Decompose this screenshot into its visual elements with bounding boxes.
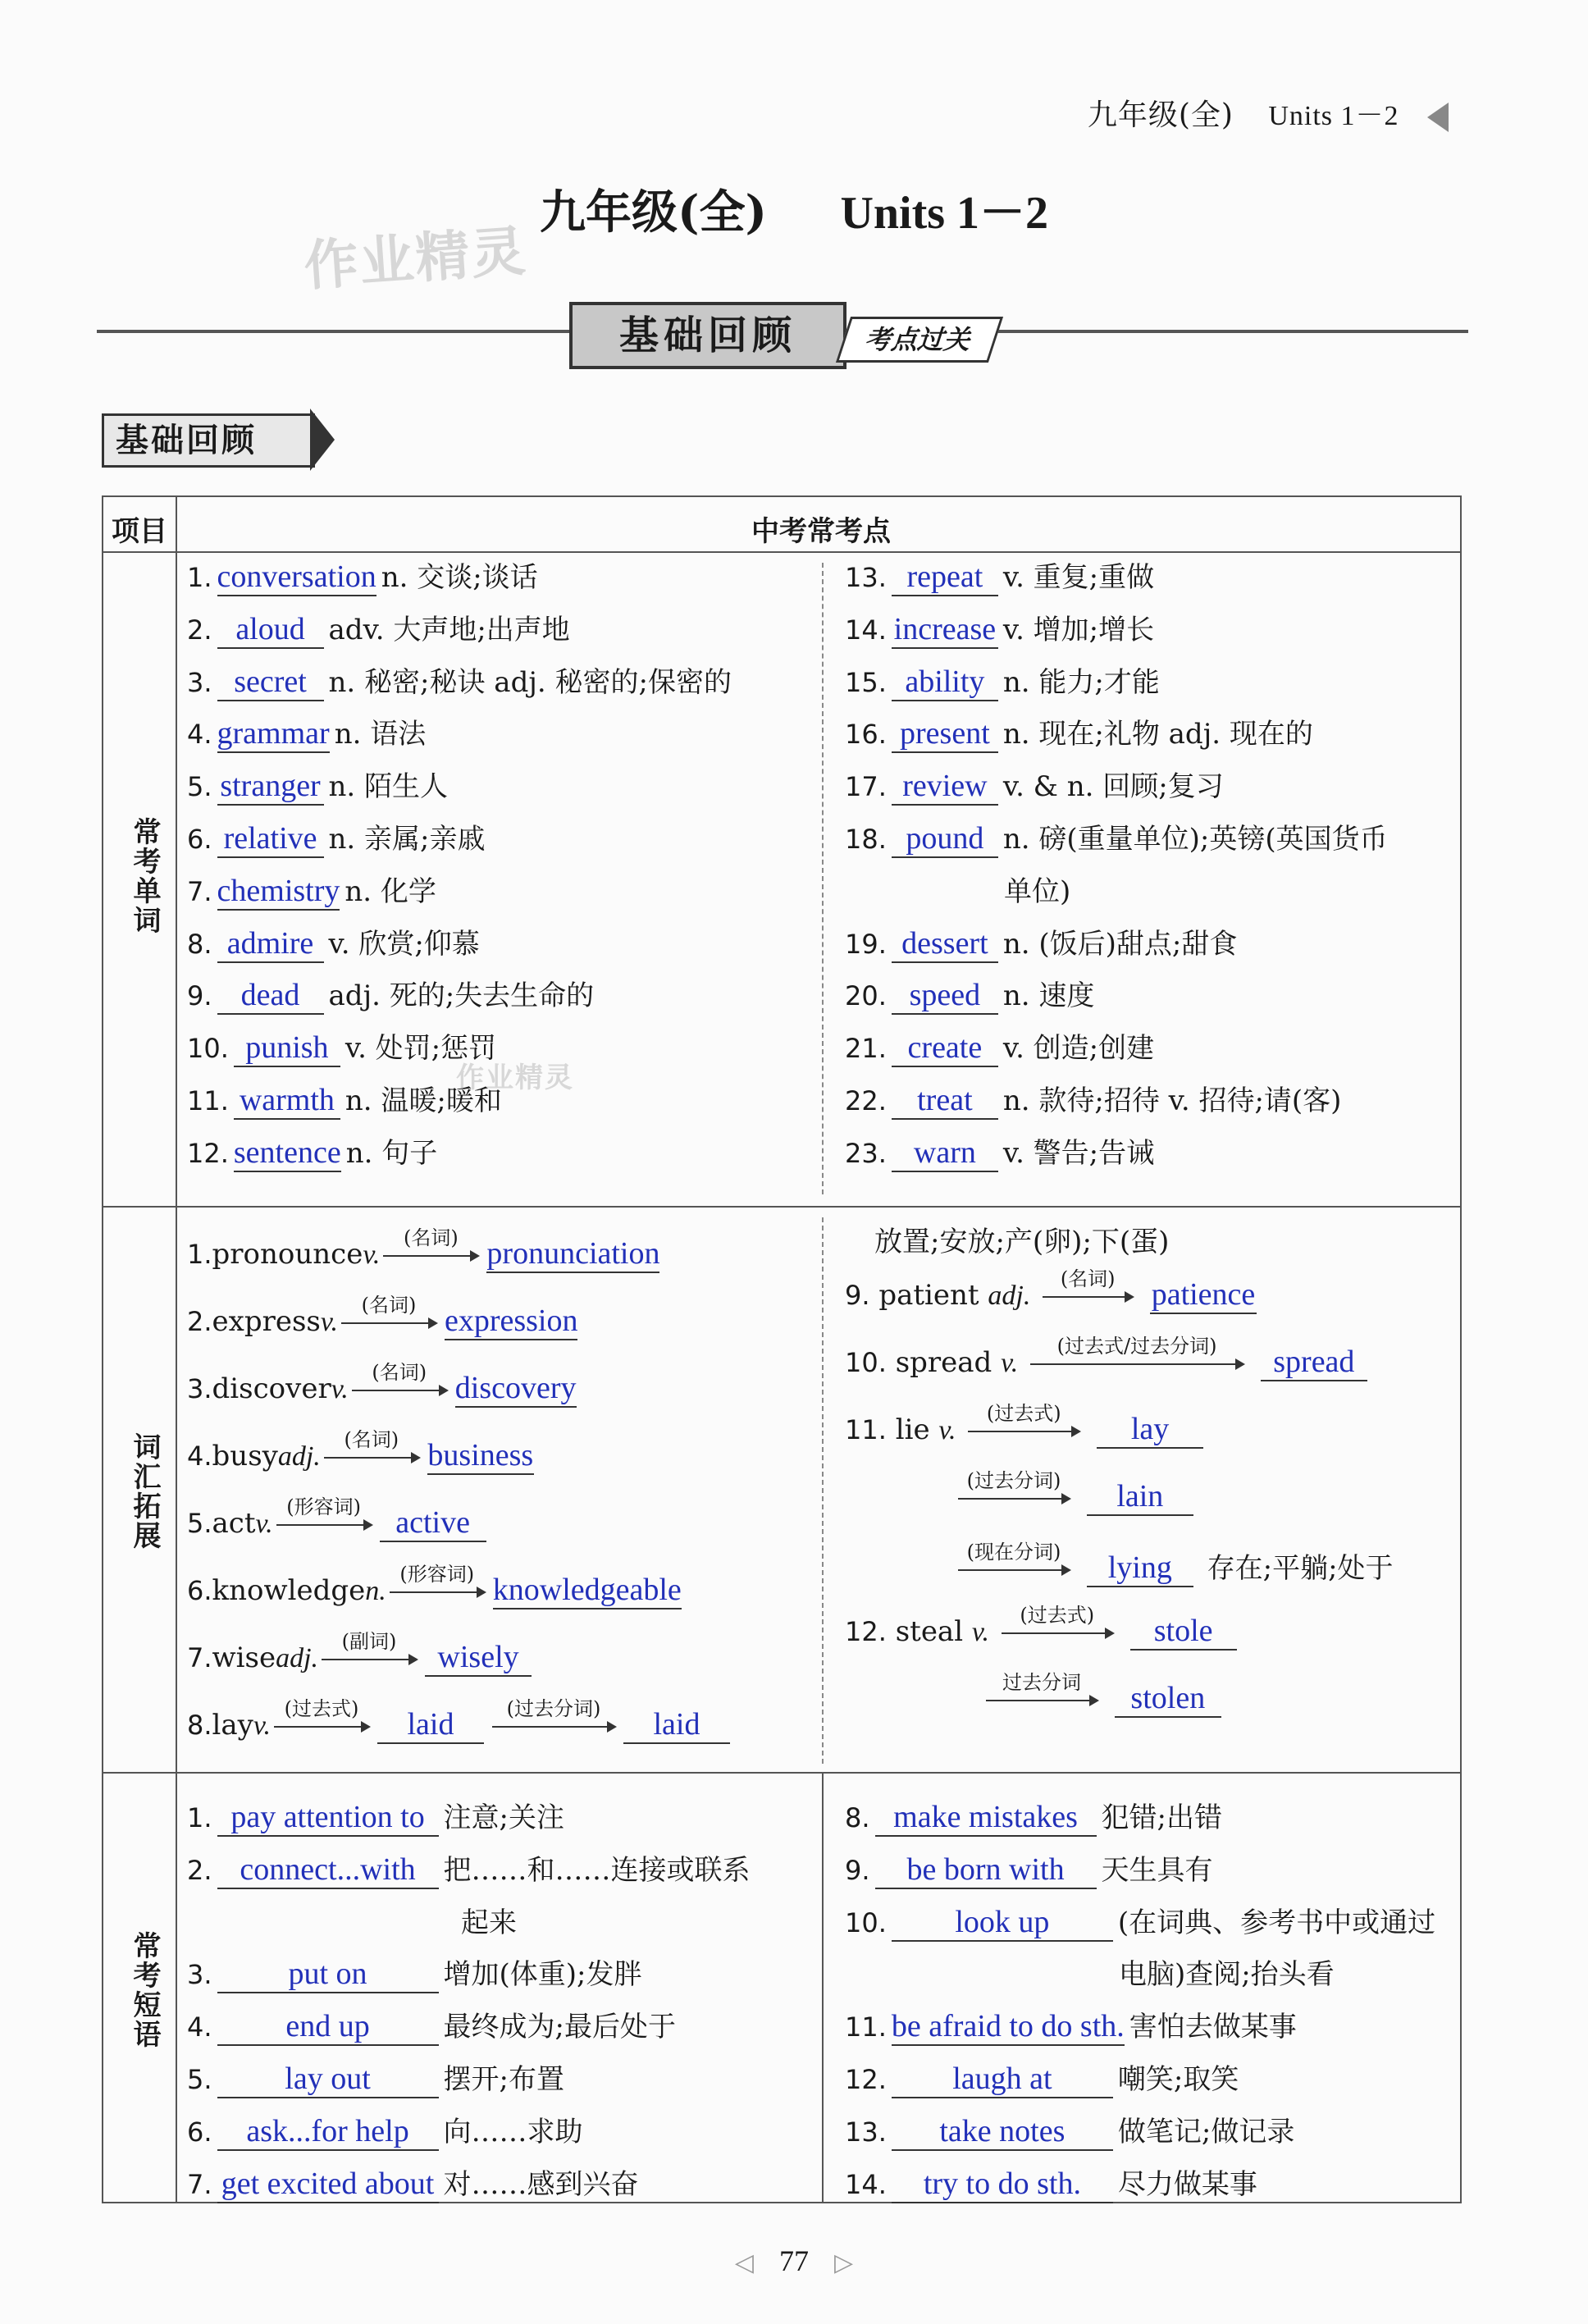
header-item: 项目 xyxy=(112,515,167,548)
item-number: 8. xyxy=(187,1710,212,1741)
answer: conversation xyxy=(217,559,376,596)
item-number: 14. xyxy=(845,2168,887,2200)
vocab-word: busy xyxy=(212,1440,278,1472)
word-row xyxy=(845,607,1154,649)
word-row xyxy=(187,1025,496,1067)
answer: relative xyxy=(217,820,324,858)
part-of-speech: v. xyxy=(363,1240,381,1270)
answer: make mistakes xyxy=(875,1799,1097,1837)
word-row xyxy=(187,2004,676,2046)
word-row xyxy=(187,1847,751,1889)
item-number: 2. xyxy=(187,1854,212,1886)
item-number: 14. xyxy=(845,614,887,646)
review-table xyxy=(102,495,1462,2203)
watermark: 作业精灵 xyxy=(456,1062,574,1094)
answer: increase xyxy=(892,611,998,649)
item-number: 11. xyxy=(187,1085,229,1116)
word-row xyxy=(187,711,426,753)
answer: discovery xyxy=(455,1370,577,1408)
meaning: n. 陌生人 xyxy=(328,770,449,804)
category-vocab: 词汇拓展 xyxy=(128,1432,161,1550)
answer: lay out xyxy=(217,2061,439,2098)
answer: chemistry xyxy=(217,873,340,911)
answer: admire xyxy=(217,925,324,963)
meaning: 增加(体重);发胖 xyxy=(443,1958,642,1992)
section-subtitle: 考点过关 xyxy=(836,317,1003,363)
answer: be born with xyxy=(875,1851,1097,1889)
item-number: 17. xyxy=(845,771,887,803)
arrow-icon: (名词) xyxy=(1043,1296,1133,1298)
item-number: 5. xyxy=(187,771,212,803)
vocab-row: 10. spread v. (过去式/过去分词) spread xyxy=(845,1344,1372,1381)
meaning: 注意;关注 xyxy=(443,1801,564,1834)
meaning: 害怕去做某事 xyxy=(1129,2011,1297,2044)
word-row xyxy=(845,764,1224,806)
word-row xyxy=(845,2109,1294,2151)
item-number: 2. xyxy=(187,1306,212,1337)
answer: take notes xyxy=(892,2113,1113,2151)
meaning: 做笔记;做记录 xyxy=(1117,2115,1295,2148)
item-number: 7. xyxy=(187,2168,212,2200)
answer: active xyxy=(380,1504,486,1542)
vocab-row xyxy=(955,1469,1198,1516)
item-number: 5. xyxy=(187,1508,212,1539)
arrow-icon xyxy=(492,1697,615,1728)
arrow-icon xyxy=(341,1294,436,1324)
answer: look up xyxy=(892,1904,1113,1942)
arrow-label: (过去分词) xyxy=(506,1697,601,1720)
meaning: n. 秘密;秘诀 adj. 秘密的;保密的 xyxy=(328,665,732,699)
running-header-grade: 九年级(全) xyxy=(1087,98,1234,132)
item-number: 2. xyxy=(187,614,212,646)
meaning: v. 警告;告诫 xyxy=(1002,1136,1155,1170)
page-title xyxy=(0,176,1588,242)
item-number: 21. xyxy=(845,1033,887,1065)
vocab-row xyxy=(187,1563,687,1609)
arrow-icon: (过去式) xyxy=(968,1431,1079,1432)
arrow-icon xyxy=(352,1361,447,1391)
meaning: 犯错;出错 xyxy=(1101,1801,1222,1834)
answer: wisely xyxy=(425,1639,532,1677)
running-header-units: Units 1－2 xyxy=(1268,101,1399,131)
answer: punish xyxy=(234,1030,340,1067)
answer: warn xyxy=(892,1135,998,1172)
answer: connect...with xyxy=(217,1851,439,1889)
arrow-icon xyxy=(274,1697,369,1728)
word-row xyxy=(845,973,1094,1015)
arrow-label: (名词) xyxy=(404,1226,459,1249)
item-number: 9. xyxy=(845,1854,870,1886)
item-number: 7. xyxy=(187,1642,212,1673)
page-marker-icon xyxy=(1427,103,1449,132)
part-of-speech: adj. xyxy=(276,1643,319,1673)
meaning: adj. 死的;失去生命的 xyxy=(328,979,595,1013)
vocab-row: 12. steal v. (过去式) stole xyxy=(845,1613,1242,1651)
meaning: n. 磅(重量单位);英镑(英国货币 xyxy=(1002,823,1388,856)
meaning: 摆开;布置 xyxy=(443,2063,564,2096)
arrow-label: (形容词) xyxy=(399,1563,475,1586)
item-number: 12. xyxy=(187,1137,229,1169)
word-row xyxy=(187,1795,564,1837)
word-row xyxy=(187,764,448,806)
answer: lying xyxy=(1087,1550,1193,1587)
item-number: 15. xyxy=(845,666,887,698)
answer: lay xyxy=(1097,1411,1203,1449)
meaning: n. 化学 xyxy=(345,874,436,908)
part-of-speech: v. xyxy=(320,1307,338,1337)
word-row xyxy=(187,869,436,911)
word-row xyxy=(187,1130,437,1172)
answer: be afraid to do sth. xyxy=(892,2008,1125,2046)
item-number: 10. xyxy=(187,1033,229,1065)
row-divider-2 xyxy=(103,1772,1460,1774)
answer: laugh at xyxy=(892,2061,1113,2098)
vocab-word: pronounce xyxy=(212,1238,363,1271)
meaning: n. 亲属;亲戚 xyxy=(328,823,486,856)
arrow-label: (名词) xyxy=(372,1361,427,1384)
answer: pay attention to xyxy=(217,1799,439,1837)
meaning: n. 款待;招待 v. 招待;请(客) xyxy=(1002,1084,1342,1117)
word-row xyxy=(187,2057,564,2098)
vocab-row xyxy=(983,1671,1226,1718)
meaning: 最终成为;最后处于 xyxy=(443,2011,676,2044)
word-row xyxy=(187,555,538,596)
watermark: 作业精灵 xyxy=(302,219,529,299)
answer: get excited about xyxy=(217,2166,439,2203)
page-number: 77 xyxy=(779,2244,809,2277)
header-points: 中考常考点 xyxy=(751,515,891,548)
arrow-label: (副词) xyxy=(341,1630,397,1653)
vocab-row xyxy=(187,1294,582,1340)
category-phrases: 常考短语 xyxy=(128,1931,161,2049)
vocab-word: wise xyxy=(212,1641,276,1674)
arrow-icon xyxy=(324,1428,419,1459)
arrow-label: (名词) xyxy=(361,1294,417,1317)
item-number: 10. xyxy=(845,1906,887,1938)
answer: spread xyxy=(1261,1344,1367,1381)
answer: laid xyxy=(623,1706,730,1744)
vocab-word: knowledge xyxy=(212,1574,366,1607)
meaning: 嘲笑;取笑 xyxy=(1117,2063,1239,2096)
vocab-row xyxy=(187,1697,735,1744)
item-number: 22. xyxy=(845,1085,887,1116)
meaning: n. 现在;礼物 adj. 现在的 xyxy=(1002,718,1313,751)
prev-page-icon[interactable]: ◁ xyxy=(734,2249,754,2276)
vocab-word: lay xyxy=(212,1709,253,1742)
item-number: 4. xyxy=(187,719,212,751)
column-divider-3 xyxy=(822,1772,824,2202)
meaning: v. 重复;重做 xyxy=(1002,561,1155,594)
answer: speed xyxy=(892,977,998,1015)
answer: dead xyxy=(217,977,324,1015)
word-row xyxy=(845,1025,1154,1067)
word-row xyxy=(845,555,1154,596)
answer: pronunciation xyxy=(486,1235,659,1273)
page-title-units: Units 1－2 xyxy=(840,188,1049,239)
meaning: 尽力做某事 xyxy=(1117,2167,1257,2201)
meaning: n. 温暖;暖和 xyxy=(345,1084,502,1117)
vocab-row: 11. lie v. (过去式) lay xyxy=(845,1411,1208,1449)
vocab-word: act xyxy=(212,1507,256,1540)
answer: warmth xyxy=(234,1082,340,1120)
item-number: 1. xyxy=(187,1239,212,1270)
meaning: v. 增加;增长 xyxy=(1002,613,1155,646)
answer: patience xyxy=(1150,1276,1257,1314)
answer: end up xyxy=(217,2008,439,2046)
arrow-icon xyxy=(383,1226,478,1257)
word-row xyxy=(187,1952,642,1993)
meaning: v. 创造;创建 xyxy=(1002,1032,1155,1066)
meaning: v. & n. 回顾;复习 xyxy=(1002,770,1224,804)
vocab-row xyxy=(187,1361,582,1408)
meaning: 天生具有 xyxy=(1101,1853,1213,1887)
item-number: 11. xyxy=(845,2011,887,2043)
item-number: 18. xyxy=(845,824,887,855)
item-number: 13. xyxy=(845,2116,887,2148)
answer: stole xyxy=(1130,1613,1237,1651)
item-number: 23. xyxy=(845,1137,887,1169)
category-words: 常考单词 xyxy=(128,817,161,935)
meaning: n. (饭后)甜点;甜食 xyxy=(1002,927,1238,961)
vocab-word: discover xyxy=(212,1372,331,1405)
item-number: 6. xyxy=(187,2116,212,2148)
item-number: 8. xyxy=(187,928,212,960)
section-title: 基础回顾 xyxy=(569,302,846,369)
page-footer xyxy=(0,2244,1588,2278)
row-divider-1 xyxy=(103,1206,1460,1208)
arrow-icon xyxy=(322,1630,417,1660)
vocab-lay-meaning: 放置;安放;产(卵);下(蛋) xyxy=(874,1226,1170,1258)
arrow-icon xyxy=(276,1495,372,1526)
item-number: 4. xyxy=(187,1441,212,1472)
vocab-row: 9. patient adj. (名词) patience xyxy=(845,1276,1262,1314)
word-row xyxy=(187,973,594,1015)
answer: grammar xyxy=(217,715,330,753)
running-header xyxy=(1088,92,1449,134)
arrow-icon: (现在分词) xyxy=(958,1569,1070,1571)
word-row xyxy=(845,2004,1297,2046)
vocab-row: (现在分词) lying 存在;平躺;处于 xyxy=(955,1546,1394,1587)
item-number: 8. xyxy=(845,1802,870,1833)
word-row xyxy=(845,1900,1435,1942)
meaning-continued: 单位) xyxy=(1004,874,1071,908)
part-of-speech: n. xyxy=(365,1576,386,1606)
word-row xyxy=(845,1078,1341,1120)
item-number: 3. xyxy=(187,666,212,698)
subsection-arrow-icon xyxy=(310,409,335,471)
item-number: 3. xyxy=(187,1959,212,1991)
answer: lain xyxy=(1087,1478,1193,1516)
answer: sentence xyxy=(234,1135,341,1172)
meaning: n. 速度 xyxy=(1002,979,1095,1013)
item-number: 6. xyxy=(187,1575,212,1606)
meaning: n. 能力;才能 xyxy=(1002,665,1160,699)
item-number: 1. xyxy=(187,1802,212,1833)
answer: try to do sth. xyxy=(892,2166,1113,2203)
answer: aloud xyxy=(217,611,324,649)
arrow-label: (过去式) xyxy=(284,1697,359,1720)
word-row xyxy=(187,2162,639,2203)
word-row xyxy=(845,816,1388,858)
answer: pound xyxy=(892,820,998,858)
category-divider xyxy=(176,497,177,2202)
word-row xyxy=(845,660,1160,701)
word-row xyxy=(845,1130,1154,1172)
word-row xyxy=(187,2109,583,2151)
word-row xyxy=(845,2057,1239,2098)
answer: dessert xyxy=(892,925,998,963)
item-number: 9. xyxy=(187,980,212,1012)
arrow-icon: (过去式/过去分词) xyxy=(1030,1363,1243,1365)
item-number: 5. xyxy=(187,2064,212,2095)
meaning: 对……感到兴奋 xyxy=(443,2167,639,2201)
page-title-cn: 九年级(全) xyxy=(539,185,767,240)
item-number: 13. xyxy=(845,562,887,593)
column-dash-1 xyxy=(822,563,824,1194)
answer: present xyxy=(892,715,998,753)
part-of-speech: v. xyxy=(253,1710,271,1741)
arrow-icon xyxy=(390,1563,485,1593)
subsection-tag: 基础回顾 xyxy=(102,413,315,468)
part-of-speech: adj. xyxy=(277,1441,321,1472)
meaning: v. 处罚;惩罚 xyxy=(345,1032,497,1066)
arrow-label: (名词) xyxy=(344,1428,399,1451)
word-row xyxy=(187,1078,502,1120)
word-row xyxy=(845,1847,1213,1889)
arrow-icon: (过去分词) xyxy=(958,1498,1070,1500)
meaning-continued: 电脑)查阅;抬头看 xyxy=(1119,1958,1335,1992)
word-row xyxy=(187,921,480,963)
answer: secret xyxy=(217,664,324,701)
item-number: 1. xyxy=(187,562,212,593)
answer: stranger xyxy=(217,768,324,806)
word-row xyxy=(845,2162,1257,2203)
item-number: 16. xyxy=(845,719,887,751)
answer: expression xyxy=(445,1303,578,1340)
item-number: 7. xyxy=(187,875,212,907)
answer: create xyxy=(892,1030,998,1067)
part-of-speech: v. xyxy=(255,1509,273,1539)
item-number: 3. xyxy=(187,1373,212,1404)
meaning: n. 句子 xyxy=(345,1136,438,1170)
meaning: v. 欣赏;仰慕 xyxy=(328,927,480,961)
arrow-label: (形容词) xyxy=(286,1495,361,1518)
word-row xyxy=(187,816,486,858)
word-row xyxy=(187,607,570,649)
word-row xyxy=(845,921,1237,963)
answer: knowledgeable xyxy=(493,1572,682,1609)
part-of-speech: v. xyxy=(331,1374,349,1404)
answer: business xyxy=(427,1437,534,1475)
item-number: 20. xyxy=(845,980,887,1012)
meaning: (在词典、参考书中或通过 xyxy=(1117,1906,1436,1939)
meaning: 把……和……连接或联系 xyxy=(443,1853,751,1887)
vocab-word: express xyxy=(212,1305,321,1338)
answer: laid xyxy=(377,1706,484,1744)
column-dash-2 xyxy=(822,1217,824,1764)
header-divider xyxy=(103,551,1460,553)
item-number: 6. xyxy=(187,824,212,855)
item-number: 19. xyxy=(845,928,887,960)
answer: repeat xyxy=(892,559,998,596)
item-number: 4. xyxy=(187,2011,212,2043)
word-row xyxy=(845,711,1313,753)
meaning: adv. 大声地;出声地 xyxy=(328,613,570,646)
meaning: 向……求助 xyxy=(443,2115,583,2148)
next-page-icon[interactable]: ▷ xyxy=(834,2249,854,2276)
answer: ability xyxy=(892,664,998,701)
vocab-row xyxy=(187,1428,539,1475)
vocab-row xyxy=(187,1226,664,1273)
arrow-icon: 过去分词 xyxy=(986,1700,1097,1701)
item-number: 12. xyxy=(845,2064,887,2095)
answer: put on xyxy=(217,1956,439,1993)
meaning: n. 语法 xyxy=(334,718,427,751)
answer: treat xyxy=(892,1082,998,1120)
answer: stolen xyxy=(1115,1680,1221,1718)
meaning-continued: 起来 xyxy=(461,1906,517,1939)
meaning: n. 交谈;谈话 xyxy=(381,561,538,594)
answer: review xyxy=(892,768,998,806)
word-row xyxy=(845,1795,1222,1837)
vocab-row xyxy=(187,1630,536,1677)
vocab-row xyxy=(187,1495,491,1542)
answer: ask...for help xyxy=(217,2113,439,2151)
arrow-icon: (过去式) xyxy=(1002,1632,1113,1634)
word-row xyxy=(187,660,732,701)
